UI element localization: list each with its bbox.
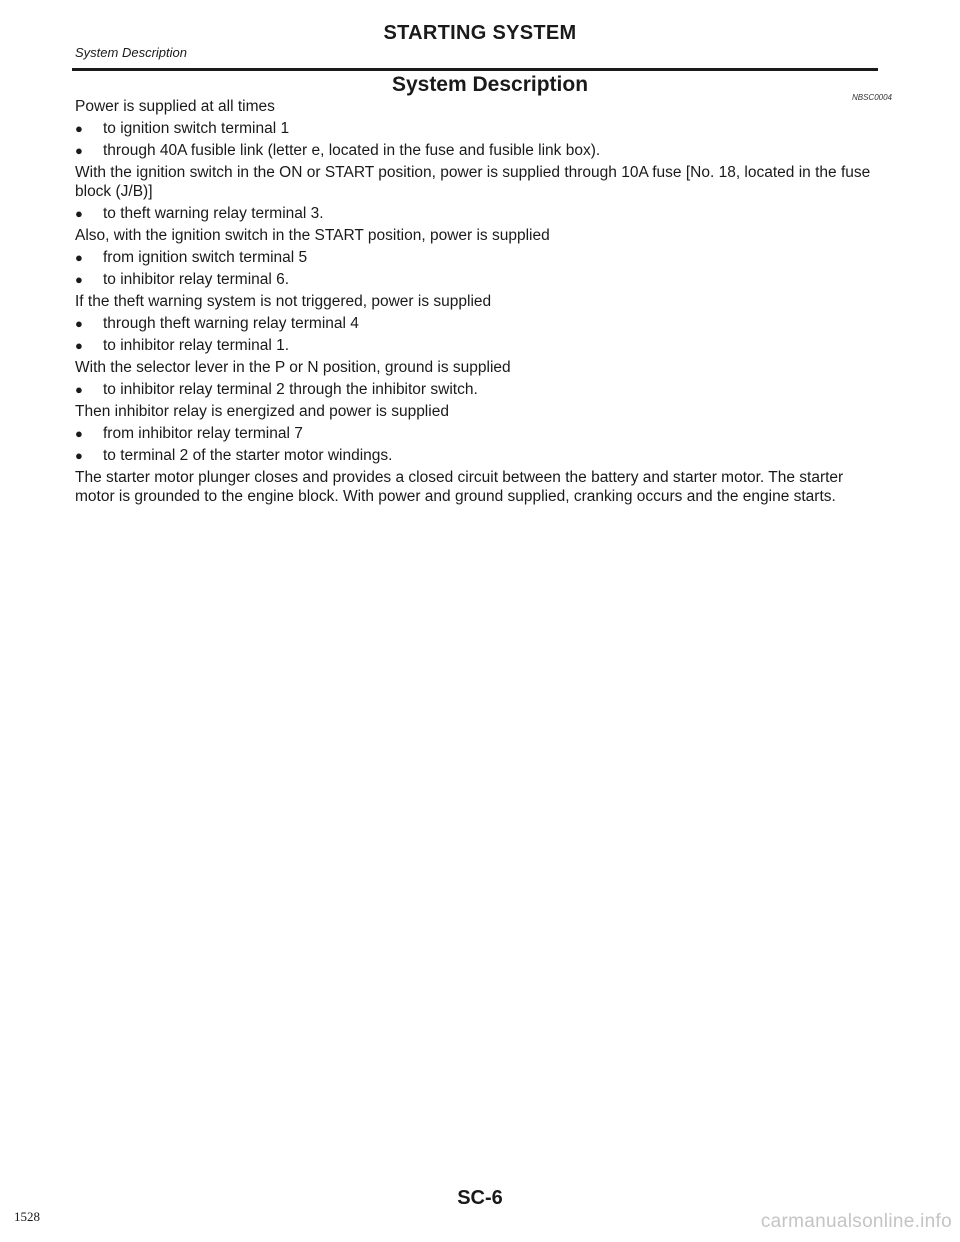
list-item bbox=[75, 119, 877, 138]
list-item bbox=[75, 446, 877, 465]
list-item bbox=[75, 248, 877, 267]
list-item-text: to theft warning relay terminal 3. bbox=[103, 205, 324, 222]
section-heading: System Description bbox=[391, 73, 589, 96]
bullet-icon: ● bbox=[75, 338, 83, 353]
bullet-icon: ● bbox=[75, 206, 83, 221]
list-item-text: to inhibitor relay terminal 1. bbox=[103, 337, 290, 354]
paragraph: The starter motor plunger closes and provides a closed circuit between the battery and starter motor. The starter motor is grounded to the engine block. With power and ground supplied, cranking occurs and the engine starts. bbox=[75, 469, 844, 505]
bullet-icon: ● bbox=[75, 272, 83, 287]
list-item bbox=[75, 204, 877, 223]
header-rule bbox=[72, 68, 878, 71]
page-number: SC-6 bbox=[457, 1187, 503, 1209]
page-header-title: STARTING SYSTEM bbox=[383, 22, 577, 44]
list-item-text: from inhibitor relay terminal 7 bbox=[103, 425, 303, 442]
paragraph: Also, with the ignition switch in the START position, power is supplied bbox=[75, 227, 550, 244]
bullet-icon: ● bbox=[75, 382, 83, 397]
list-item bbox=[75, 141, 877, 160]
paragraph: Then inhibitor relay is energized and power is supplied bbox=[75, 403, 449, 420]
list-item bbox=[75, 380, 877, 399]
paragraph: Power is supplied at all times bbox=[75, 98, 275, 115]
section-label: System Description bbox=[75, 45, 187, 60]
list-item bbox=[75, 270, 877, 289]
reference-code: NBSC0004 bbox=[851, 93, 892, 102]
list-item bbox=[75, 336, 877, 355]
bullet-icon: ● bbox=[75, 250, 83, 265]
watermark: carmanualsonline.info bbox=[760, 1211, 952, 1232]
list-item-text: to inhibitor relay terminal 6. bbox=[103, 271, 290, 288]
body-text bbox=[75, 97, 877, 509]
list-item-text: to inhibitor relay terminal 2 through the inhibitor switch. bbox=[103, 381, 478, 398]
paragraph: With the selector lever in the P or N position, ground is supplied bbox=[75, 359, 511, 376]
list-item-text: from ignition switch terminal 5 bbox=[103, 249, 308, 266]
paragraph: With the ignition switch in the ON or START position, power is supplied through 10A fuse [No. 18, located in the fuse block (J/B)] bbox=[75, 164, 871, 200]
list-item bbox=[75, 314, 877, 333]
paragraph: If the theft warning system is not triggered, power is supplied bbox=[75, 293, 492, 310]
list-item-text: through 40A fusible link (letter e, located in the fuse and fusible link box). bbox=[103, 142, 601, 159]
list-item bbox=[75, 424, 877, 443]
list-item-text: to terminal 2 of the starter motor windings. bbox=[103, 447, 393, 464]
list-item-text: to ignition switch terminal 1 bbox=[103, 120, 290, 137]
bullet-icon: ● bbox=[75, 426, 83, 441]
bullet-icon: ● bbox=[75, 316, 83, 331]
bullet-icon: ● bbox=[75, 448, 83, 463]
list-item-text: through theft warning relay terminal 4 bbox=[103, 315, 359, 332]
sheet-number: 1528 bbox=[14, 1209, 40, 1224]
bullet-icon: ● bbox=[75, 121, 83, 136]
bullet-icon: ● bbox=[75, 143, 83, 158]
